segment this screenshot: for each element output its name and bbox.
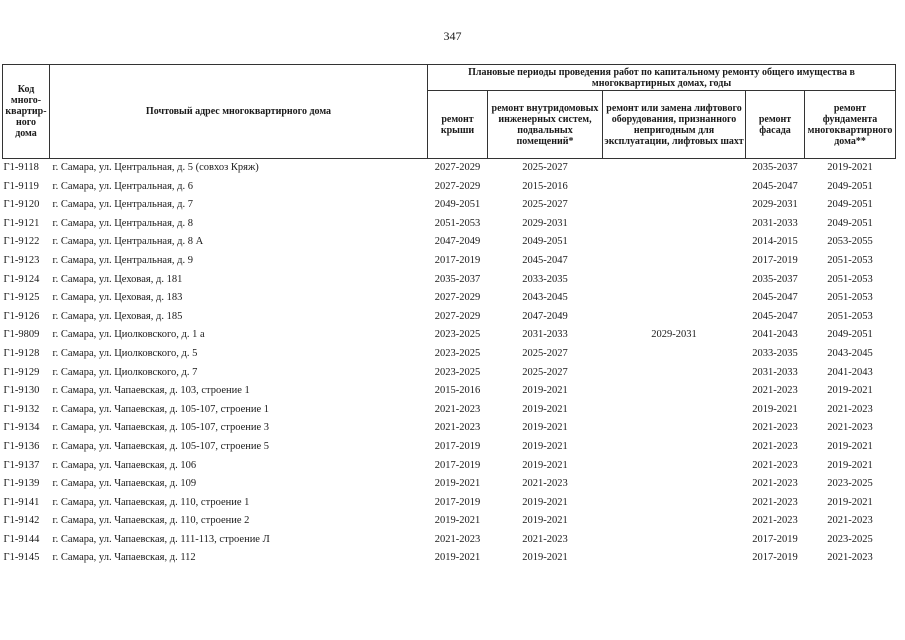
table-row bbox=[3, 252, 896, 271]
cell-systems: 2019-2021 bbox=[522, 403, 568, 415]
cell-facade: 2033-2035 bbox=[752, 347, 798, 359]
cell-facade: 2021-2023 bbox=[752, 440, 798, 452]
cell-facade: 2045-2047 bbox=[752, 310, 798, 322]
cell-address: г. Самара, ул. Циолковского, д. 7 bbox=[52, 366, 198, 378]
cell-code: Г1-9130 bbox=[3, 385, 40, 397]
cell-address: г. Самара, ул. Циолковского, д. 5 bbox=[52, 347, 198, 359]
cell-address: г. Самара, ул. Чапаевская, д. 112 bbox=[52, 552, 196, 564]
cell-code: Г1-9137 bbox=[3, 459, 40, 471]
cell-address: г. Самара, ул. Чапаевская, д. 109 bbox=[52, 478, 197, 490]
cell-lift bbox=[603, 271, 746, 290]
cell-foundation: 2051-2053 bbox=[827, 273, 873, 285]
cell-foundation: 2049-2051 bbox=[827, 199, 873, 211]
table-row bbox=[3, 289, 896, 308]
cell-foundation: 2023-2025 bbox=[827, 478, 873, 490]
cell-roof: 2015-2016 bbox=[434, 385, 481, 397]
cell-lift bbox=[603, 252, 746, 271]
cell-foundation: 2043-2045 bbox=[827, 347, 873, 359]
cell-systems: 2045-2047 bbox=[522, 254, 568, 266]
cell-address: г. Самара, ул. Чапаевская, д. 106 bbox=[52, 459, 197, 471]
cell-foundation: 2041-2043 bbox=[827, 366, 873, 378]
cell-code: Г1-9125 bbox=[3, 292, 40, 304]
cell-roof: 2021-2023 bbox=[434, 422, 481, 434]
cell-foundation: 2023-2025 bbox=[827, 533, 873, 545]
cell-code: Г1-9126 bbox=[3, 310, 40, 322]
cell-lift bbox=[603, 401, 746, 420]
cell-foundation: 2049-2051 bbox=[827, 217, 873, 229]
cell-code: Г1-9134 bbox=[3, 422, 40, 434]
header-address: Почтовый адрес многоквартирного дома bbox=[50, 65, 428, 159]
table-row bbox=[3, 401, 896, 420]
cell-systems: 2033-2035 bbox=[522, 273, 568, 285]
cell-systems: 2049-2051 bbox=[522, 236, 568, 248]
cell-code: Г1-9118 bbox=[3, 162, 39, 173]
table-row bbox=[3, 494, 896, 513]
cell-code: Г1-9122 bbox=[3, 236, 40, 248]
cell-systems: 2019-2021 bbox=[522, 422, 568, 434]
cell-roof: 2049-2051 bbox=[434, 199, 481, 211]
cell-code: Г1-9139 bbox=[3, 478, 40, 490]
header-periods: Плановые периоды проведения работ по капитальному ремонту общего имущества в многоквартирных домах, годы bbox=[428, 65, 896, 91]
table-body bbox=[3, 159, 896, 569]
table-row bbox=[3, 196, 896, 215]
cell-facade: 2029-2031 bbox=[752, 199, 798, 211]
cell-facade: 2014-2015 bbox=[752, 236, 798, 248]
cell-roof: 2027-2029 bbox=[434, 292, 481, 304]
cell-facade: 2021-2023 bbox=[752, 496, 798, 508]
header-code: Код много-квартир-ного дома bbox=[3, 65, 50, 159]
cell-roof: 2035-2037 bbox=[434, 273, 481, 285]
cell-foundation: 2019-2021 bbox=[827, 385, 873, 397]
cell-foundation: 2021-2023 bbox=[827, 515, 873, 527]
cell-address: г. Самара, ул. Циолковского, д. 1 а bbox=[52, 329, 205, 341]
table-row bbox=[3, 549, 896, 568]
cell-code: Г1-9132 bbox=[3, 403, 40, 415]
cell-facade: 2035-2037 bbox=[752, 162, 798, 173]
cell-roof: 2017-2019 bbox=[434, 440, 481, 452]
cell-code: Г1-9124 bbox=[3, 273, 40, 285]
cell-lift bbox=[603, 233, 746, 252]
cell-code: Г1-9123 bbox=[3, 254, 40, 266]
cell-roof: 2019-2021 bbox=[434, 552, 481, 564]
cell-code: Г1-9145 bbox=[3, 552, 40, 564]
cell-foundation: 2019-2021 bbox=[827, 496, 873, 508]
cell-systems: 2021-2023 bbox=[522, 478, 568, 490]
table-row bbox=[3, 419, 896, 438]
table-row bbox=[3, 438, 896, 457]
cell-lift bbox=[603, 215, 746, 234]
cell-facade: 2045-2047 bbox=[752, 180, 798, 192]
cell-foundation: 2019-2021 bbox=[827, 459, 873, 471]
header-lift: ремонт или замена лифтового оборудования, признанного непригодным для эксплуатации, лифтовых шахт bbox=[603, 91, 746, 159]
cell-foundation: 2021-2023 bbox=[827, 422, 873, 434]
cell-address: г. Самара, ул. Чапаевская, д. 111-113, строение Л bbox=[52, 533, 270, 545]
page-number: 347 bbox=[443, 29, 462, 43]
cell-facade: 2045-2047 bbox=[752, 292, 798, 304]
cell-code: Г1-9129 bbox=[3, 366, 40, 378]
cell-code: Г1-9142 bbox=[3, 515, 40, 527]
cell-lift bbox=[603, 308, 746, 327]
cell-facade: 2035-2037 bbox=[752, 273, 798, 285]
cell-foundation: 2051-2053 bbox=[827, 254, 873, 266]
cell-address: г. Самара, ул. Центральная, д. 7 bbox=[52, 199, 194, 211]
table-row bbox=[3, 178, 896, 197]
table-row bbox=[3, 345, 896, 364]
cell-roof: 2027-2029 bbox=[434, 162, 481, 173]
cell-systems: 2021-2023 bbox=[522, 533, 568, 545]
cell-systems: 2019-2021 bbox=[522, 552, 568, 564]
cell-lift bbox=[603, 178, 746, 197]
cell-lift bbox=[603, 419, 746, 438]
cell-roof: 2023-2025 bbox=[434, 366, 481, 378]
cell-systems: 2043-2045 bbox=[522, 292, 568, 304]
cell-systems: 2025-2027 bbox=[522, 347, 568, 359]
cell-roof: 2021-2023 bbox=[434, 533, 481, 545]
cell-roof: 2019-2021 bbox=[434, 478, 481, 490]
table-row bbox=[3, 475, 896, 494]
cell-foundation: 2049-2051 bbox=[827, 180, 873, 192]
cell-systems: 2047-2049 bbox=[522, 310, 568, 322]
cell-lift bbox=[603, 438, 746, 457]
cell-foundation: 2053-2055 bbox=[827, 236, 873, 248]
cell-roof: 2027-2029 bbox=[434, 180, 481, 192]
cell-roof: 2023-2025 bbox=[434, 347, 481, 359]
cell-facade: 2031-2033 bbox=[752, 217, 798, 229]
cell-facade: 2017-2019 bbox=[752, 254, 798, 266]
table-row bbox=[3, 531, 896, 550]
cell-lift bbox=[603, 196, 746, 215]
header-facade: ремонт фасада bbox=[746, 91, 805, 159]
cell-foundation: 2021-2023 bbox=[827, 403, 873, 415]
cell-address: г. Самара, ул. Центральная, д. 5 (совхоз Кряж) bbox=[52, 162, 259, 173]
cell-lift bbox=[603, 159, 746, 178]
cell-address: г. Самара, ул. Цеховая, д. 181 bbox=[52, 273, 183, 285]
table-row bbox=[3, 512, 896, 531]
cell-code: Г1-9128 bbox=[3, 347, 40, 359]
table-row bbox=[3, 159, 896, 178]
table-row bbox=[3, 215, 896, 234]
cell-systems: 2031-2033 bbox=[522, 329, 568, 341]
header-roof: ремонт крыши bbox=[428, 91, 488, 159]
cell-lift bbox=[603, 345, 746, 364]
cell-roof: 2051-2053 bbox=[434, 217, 481, 229]
cell-lift bbox=[603, 475, 746, 494]
cell-lift bbox=[603, 531, 746, 550]
cell-address: г. Самара, ул. Цеховая, д. 185 bbox=[52, 310, 183, 322]
cell-lift: 2029-2031 bbox=[651, 329, 697, 341]
cell-roof: 2017-2019 bbox=[434, 459, 481, 471]
cell-facade: 2017-2019 bbox=[752, 552, 798, 564]
cell-systems: 2025-2027 bbox=[522, 162, 568, 173]
cell-code: Г1-9809 bbox=[3, 329, 40, 341]
cell-code: Г1-9136 bbox=[3, 440, 40, 452]
cell-address: г. Самара, ул. Чапаевская, д. 110, строение 2 bbox=[52, 515, 250, 527]
cell-roof: 2027-2029 bbox=[434, 310, 481, 322]
cell-systems: 2019-2021 bbox=[522, 385, 568, 397]
cell-lift bbox=[603, 549, 746, 568]
cell-code: Г1-9121 bbox=[3, 217, 40, 229]
cell-lift bbox=[603, 364, 746, 383]
cell-systems: 2025-2027 bbox=[522, 366, 568, 378]
cell-address: г. Самара, ул. Центральная, д. 6 bbox=[52, 180, 194, 192]
cell-lift bbox=[603, 457, 746, 476]
cell-lift bbox=[603, 512, 746, 531]
cell-lift bbox=[603, 289, 746, 308]
cell-lift bbox=[603, 494, 746, 513]
cell-foundation: 2051-2053 bbox=[827, 292, 873, 304]
cell-foundation: 2049-2051 bbox=[827, 329, 873, 341]
cell-facade: 2017-2019 bbox=[752, 533, 798, 545]
repair-schedule-table bbox=[2, 64, 896, 568]
cell-lift bbox=[603, 382, 746, 401]
cell-address: г. Самара, ул. Цеховая, д. 183 bbox=[52, 292, 183, 304]
cell-foundation: 2019-2021 bbox=[827, 440, 873, 452]
cell-address: г. Самара, ул. Центральная, д. 9 bbox=[52, 254, 194, 266]
table-row bbox=[3, 326, 896, 345]
cell-systems: 2015-2016 bbox=[522, 180, 568, 192]
cell-facade: 2019-2021 bbox=[752, 403, 798, 415]
cell-systems: 2019-2021 bbox=[522, 515, 568, 527]
cell-systems: 2025-2027 bbox=[522, 199, 568, 211]
cell-address: г. Самара, ул. Центральная, д. 8 А bbox=[52, 236, 204, 248]
cell-roof: 2023-2025 bbox=[434, 329, 481, 341]
cell-systems: 2019-2021 bbox=[522, 496, 568, 508]
cell-facade: 2021-2023 bbox=[752, 422, 798, 434]
cell-facade: 2021-2023 bbox=[752, 459, 798, 471]
table-row bbox=[3, 457, 896, 476]
cell-code: Г1-9144 bbox=[3, 533, 40, 545]
cell-roof: 2017-2019 bbox=[434, 496, 481, 508]
cell-address: г. Самара, ул. Чапаевская, д. 105-107, строение 1 bbox=[52, 403, 270, 415]
cell-systems: 2029-2031 bbox=[522, 217, 568, 229]
cell-foundation: 2019-2021 bbox=[827, 162, 873, 173]
cell-roof: 2047-2049 bbox=[434, 236, 481, 248]
cell-facade: 2021-2023 bbox=[752, 478, 798, 490]
cell-address: г. Самара, ул. Чапаевская, д. 105-107, строение 5 bbox=[52, 440, 270, 452]
header-systems: ремонт внутридомовых инженерных систем, подвальных помещений* bbox=[488, 91, 603, 159]
cell-code: Г1-9120 bbox=[3, 199, 40, 211]
cell-facade: 2021-2023 bbox=[752, 515, 798, 527]
cell-systems: 2019-2021 bbox=[522, 459, 568, 471]
table-row bbox=[3, 308, 896, 327]
cell-address: г. Самара, ул. Чапаевская, д. 110, строение 1 bbox=[52, 496, 250, 508]
cell-foundation: 2021-2023 bbox=[827, 552, 873, 564]
cell-foundation: 2051-2053 bbox=[827, 310, 873, 322]
table-row bbox=[3, 271, 896, 290]
cell-facade: 2021-2023 bbox=[752, 385, 798, 397]
cell-address: г. Самара, ул. Чапаевская, д. 105-107, строение 3 bbox=[52, 422, 270, 434]
table-row bbox=[3, 364, 896, 383]
cell-code: Г1-9141 bbox=[3, 496, 40, 508]
cell-systems: 2019-2021 bbox=[522, 440, 568, 452]
table-row bbox=[3, 382, 896, 401]
cell-roof: 2019-2021 bbox=[434, 515, 481, 527]
cell-address: г. Самара, ул. Центральная, д. 8 bbox=[52, 217, 194, 229]
cell-facade: 2041-2043 bbox=[752, 329, 798, 341]
cell-facade: 2031-2033 bbox=[752, 366, 798, 378]
cell-code: Г1-9119 bbox=[3, 180, 39, 192]
cell-roof: 2017-2019 bbox=[434, 254, 481, 266]
cell-address: г. Самара, ул. Чапаевская, д. 103, строение 1 bbox=[52, 385, 250, 397]
cell-roof: 2021-2023 bbox=[434, 403, 481, 415]
table-header bbox=[3, 65, 896, 159]
table-row bbox=[3, 233, 896, 252]
header-foundation: ремонт фундамента многоквартирного дома** bbox=[805, 91, 896, 159]
